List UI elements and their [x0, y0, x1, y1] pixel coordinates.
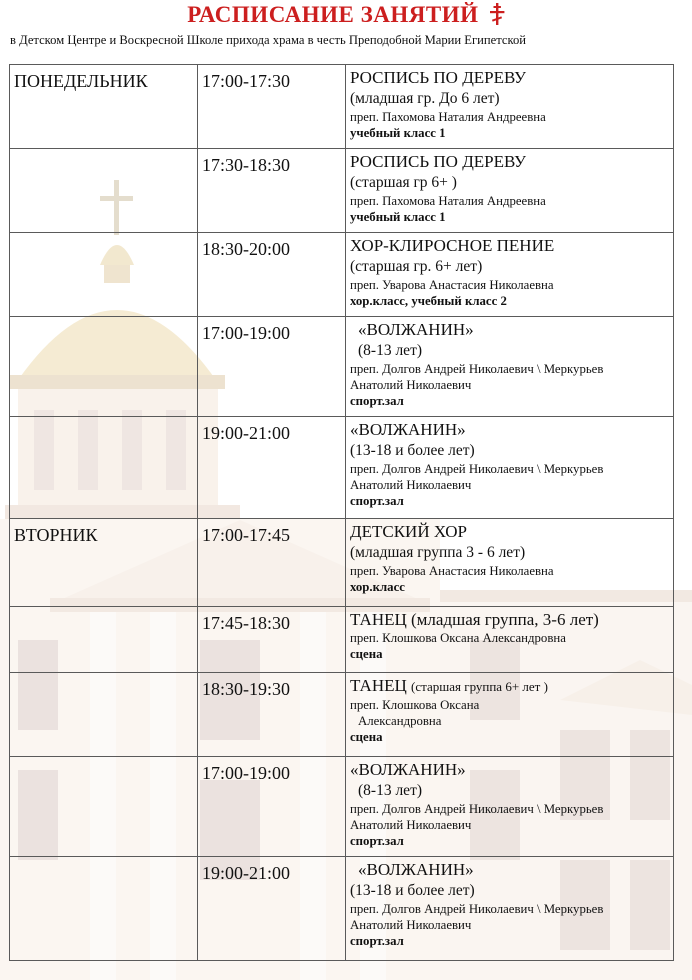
activity-room: спорт.зал [350, 494, 404, 508]
table-row [10, 233, 674, 317]
activity-title: РОСПИСЬ ПО ДЕРЕВУ [350, 152, 527, 171]
activity-teacher: преп. Уварова Анастасия Николаевна [350, 278, 554, 292]
activity-teacher-2: Александровна [358, 714, 442, 728]
activity-title: «ВОЛЖАНИН» [358, 320, 474, 339]
time-cell: 17:30-18:30 [202, 155, 290, 175]
activity-teacher: преп. Клошкова Оксана [350, 698, 480, 712]
day-cell [10, 317, 197, 323]
day-cell: ВТОРНИК [14, 525, 98, 545]
activity-teacher-2: Анатолий Николаевич [350, 378, 472, 392]
activity-teacher-2: Анатолий Николаевич [350, 818, 472, 832]
time-cell: 17:00-19:00 [202, 763, 290, 783]
activity-teacher-2: Анатолий Николаевич [350, 478, 472, 492]
activity-group: (13-18 и более лет) [350, 442, 475, 459]
day-cell [10, 233, 197, 239]
activity-cell [346, 519, 673, 596]
activity-title: «ВОЛЖАНИН» [358, 860, 474, 879]
activity-cell [346, 417, 673, 510]
day-cell [10, 149, 197, 155]
activity-cell [346, 149, 673, 226]
table-row [10, 65, 674, 149]
activity-group: (младшая группа 3 - 6 лет) [350, 544, 526, 561]
day-cell [10, 607, 197, 613]
page-header [0, 0, 692, 58]
orthodox-cross-icon [489, 3, 505, 25]
activity-title [350, 676, 673, 697]
table-row [10, 757, 674, 857]
activity-room: спорт.зал [350, 834, 404, 848]
activity-group: (младшая гр. До 6 лет) [350, 90, 500, 107]
activity-title-main: ТАНЕЦ [350, 676, 407, 695]
day-cell [10, 857, 197, 863]
activity-room: спорт.зал [350, 394, 404, 408]
time-cell: 17:00-17:45 [202, 525, 290, 545]
activity-title: ДЕТСКИЙ ХОР [350, 522, 467, 541]
day-cell [10, 417, 197, 423]
activity-teacher-2: Анатолий Николаевич [350, 918, 472, 932]
day-cell [10, 673, 197, 679]
activity-teacher: преп. Пахомова Наталия Андреевна [350, 194, 546, 208]
table-row [10, 519, 674, 607]
activity-cell [346, 857, 673, 950]
time-cell: 18:30-20:00 [202, 239, 290, 259]
time-cell: 19:00-21:00 [202, 863, 290, 883]
activity-cell [346, 317, 673, 410]
activity-group: (13-18 и более лет) [350, 882, 475, 899]
schedule-table [9, 64, 674, 961]
time-cell: 19:00-21:00 [202, 423, 290, 443]
time-cell: 18:30-19:30 [202, 679, 290, 699]
activity-teacher: преп. Пахомова Наталия Андреевна [350, 110, 546, 124]
activity-group: (старшая гр. 6+ лет) [350, 258, 483, 275]
activity-title: РОСПИСЬ ПО ДЕРЕВУ [350, 68, 527, 87]
activity-room: хор.класс [350, 580, 405, 594]
activity-cell [346, 673, 673, 746]
activity-group: (старшая гр 6+ ) [350, 174, 457, 191]
activity-title: ХОР-КЛИРОСНОЕ ПЕНИЕ [350, 236, 555, 255]
activity-teacher: преп. Долгов Андрей Николаевич \ Меркурьев [350, 802, 604, 816]
activity-title-small: (старшая группа 6+ лет ) [411, 679, 548, 694]
activity-group: (8-13 лет) [358, 782, 422, 799]
activity-room: хор.класс, учебный класс 2 [350, 294, 507, 308]
activity-cell [346, 233, 673, 310]
activity-title: «ВОЛЖАНИН» [350, 760, 466, 779]
table-row [10, 149, 674, 233]
day-cell: ПОНЕДЕЛЬНИК [14, 71, 148, 91]
activity-room: учебный класс 1 [350, 126, 446, 140]
activity-room: сцена [350, 647, 383, 661]
table-row [10, 857, 674, 961]
time-cell: 17:00-19:00 [202, 323, 290, 343]
title-text: РАСПИСАНИЕ ЗАНЯТИЙ [187, 2, 479, 27]
activity-teacher: преп. Долгов Андрей Николаевич \ Меркурьев [350, 462, 604, 476]
activity-room: учебный класс 1 [350, 210, 446, 224]
activity-teacher: преп. Долгов Андрей Николаевич \ Меркурьев [350, 902, 604, 916]
table-row [10, 607, 674, 673]
table-row [10, 673, 674, 757]
activity-room: спорт.зал [350, 934, 404, 948]
activity-title: ТАНЕЦ (младшая группа, 3-6 лет) [350, 610, 599, 629]
page-title [0, 2, 692, 28]
table-row [10, 417, 674, 519]
activity-cell [346, 607, 673, 663]
table-row [10, 317, 674, 417]
activity-teacher: преп. Уварова Анастасия Николаевна [350, 564, 554, 578]
activity-group: (8-13 лет) [358, 342, 422, 359]
time-cell: 17:45-18:30 [202, 613, 290, 633]
activity-teacher: преп. Долгов Андрей Николаевич \ Меркурьев [350, 362, 604, 376]
activity-room: сцена [350, 730, 383, 744]
activity-title: «ВОЛЖАНИН» [350, 420, 466, 439]
activity-cell [346, 65, 673, 142]
page-subtitle: в Детском Центре и Воскресной Школе прихода храма в честь Преподобной Марии Египетской [10, 33, 526, 47]
time-cell: 17:00-17:30 [202, 71, 290, 91]
activity-teacher: преп. Клошкова Оксана Александровна [350, 631, 566, 645]
day-cell [10, 757, 197, 763]
activity-cell [346, 757, 673, 850]
